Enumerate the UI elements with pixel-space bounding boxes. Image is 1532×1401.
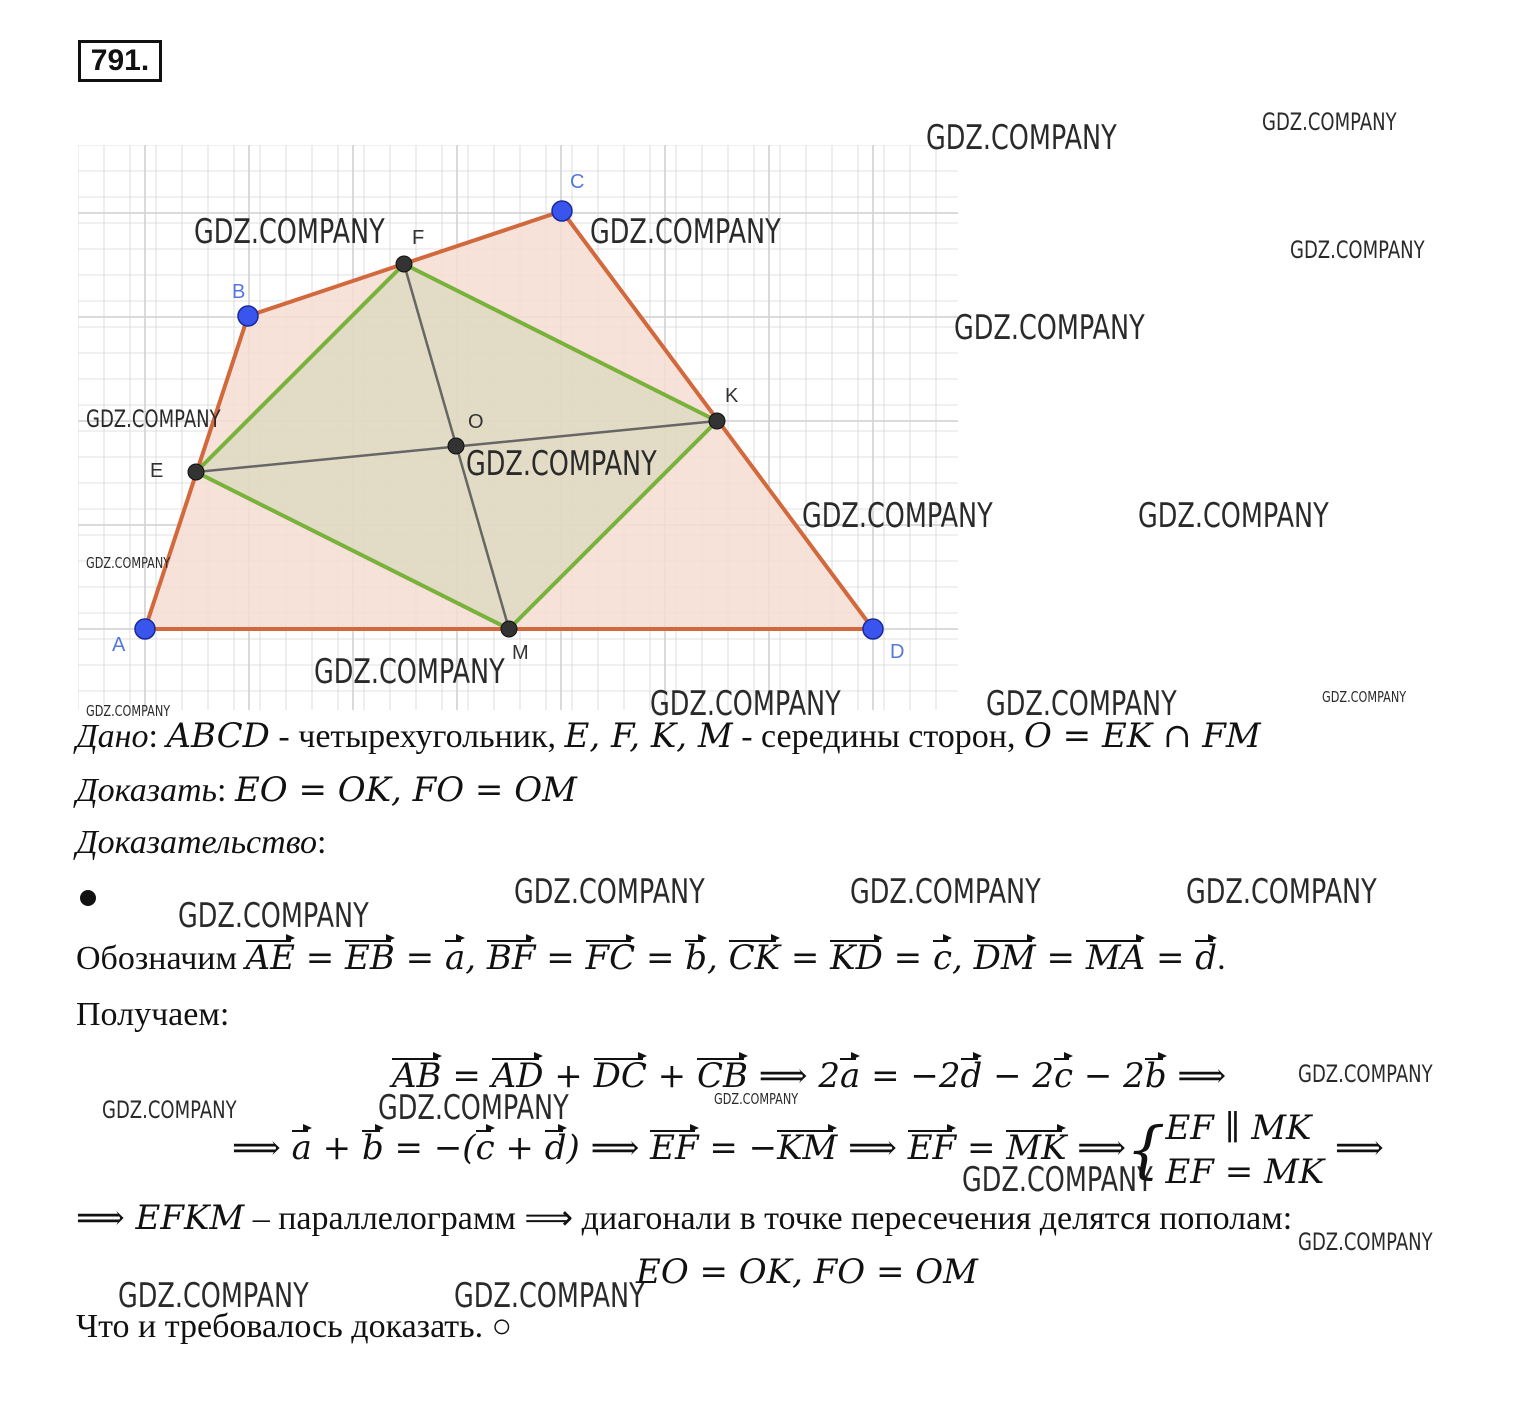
point-o [448, 438, 464, 454]
given-text-1: - четырехугольник, [269, 718, 565, 755]
given-prefix: Дано [76, 718, 149, 755]
label-c: C [570, 171, 585, 193]
qed-line: Что и требовалось доказать. ○ [76, 1308, 513, 1345]
watermark: GDZ.COMPANY [926, 118, 1117, 158]
given-text-2: - середины сторон, [732, 718, 1024, 755]
watermark: GDZ.COMPANY [962, 1160, 1153, 1200]
vector-ck: CK [728, 938, 781, 978]
point-b [238, 306, 258, 326]
watermark: GDZ.COMPANY [1290, 236, 1425, 264]
watermark: GDZ.COMPANY [1262, 108, 1397, 136]
point-m [501, 621, 517, 637]
notation-lead: Обозначим [76, 940, 246, 977]
vector-b: b [685, 938, 708, 978]
result-equation: EO = OK, FO = OM [636, 1252, 978, 1292]
notation-line: Обозначим AE = EB = a, BF = FC = b, CK = KD = c, DM = MA = d. [76, 938, 1226, 978]
obtain-label: Получаем: [76, 996, 230, 1033]
label-b: B [232, 281, 246, 303]
watermark: GDZ.COMPANY [314, 652, 505, 692]
prove-prefix: Доказать [76, 772, 217, 809]
prove-line: Доказать: EO = OK, FO = OM [76, 770, 577, 810]
watermark: GDZ.COMPANY [954, 308, 1145, 348]
watermark: GDZ.COMPANY [714, 1090, 799, 1108]
vector-kd: KD [830, 938, 883, 978]
watermark: GDZ.COMPANY [178, 896, 369, 936]
watermark: GDZ.COMPANY [802, 496, 993, 536]
proof-heading: Доказательство: [76, 824, 327, 861]
given-o-definition: O = EK ∩ FM [1024, 716, 1261, 756]
point-k [709, 413, 725, 429]
watermark: GDZ.COMPANY [86, 702, 171, 720]
given-line: Дано: ABCD - четырехугольник, E, F, K, M - середины сторон, O = EK ∩ FM [76, 716, 1261, 756]
conclusion-line: ⟹ EFKM – параллелограмм ⟹ диагонали в точке пересечения делятся пополам: [76, 1198, 1293, 1238]
watermark: GDZ.COMPANY [454, 1276, 645, 1316]
point-c [552, 201, 572, 221]
vector-dm: DM [973, 938, 1036, 978]
watermark: GDZ.COMPANY [650, 684, 841, 724]
label-e: E [150, 460, 164, 482]
watermark: GDZ.COMPANY [1298, 1060, 1433, 1088]
vector-fc: FC [585, 938, 636, 978]
vector-a: a [444, 938, 466, 978]
watermark: GDZ.COMPANY [194, 212, 385, 252]
point-e [188, 464, 204, 480]
label-k: K [725, 385, 739, 407]
vector-c: c [932, 938, 952, 978]
label-a: A [112, 634, 126, 656]
conclusion-text: – параллелограмм ⟹ диагонали в точке пересечения делятся пополам: [244, 1200, 1293, 1237]
vector-ma: MA [1085, 938, 1146, 978]
watermark: GDZ.COMPANY [850, 872, 1041, 912]
label-f: F [412, 227, 425, 249]
prove-statement: EO = OK, FO = OM [234, 770, 577, 810]
bullet [80, 890, 96, 906]
vector-bf: BF [486, 938, 536, 978]
watermark: GDZ.COMPANY [102, 1096, 237, 1124]
equation-line-1: AB = AD + DC + CB ⟹ 2a = −2d − 2c − 2b ⟹ [392, 1056, 1227, 1096]
watermark: GDZ.COMPANY [1298, 1228, 1433, 1256]
watermark: GDZ.COMPANY [86, 405, 221, 433]
label-d: D [890, 641, 905, 663]
watermark: GDZ.COMPANY [466, 444, 657, 484]
watermark: GDZ.COMPANY [118, 1276, 309, 1316]
watermark: GDZ.COMPANY [1322, 688, 1407, 706]
proof-label: Доказательство [76, 824, 318, 861]
problem-number: 791. [78, 40, 162, 82]
vector-ae: AE [245, 938, 295, 978]
given-points: E, F, K, M [564, 716, 733, 756]
watermark: GDZ.COMPANY [986, 684, 1177, 724]
vector-d: d [1195, 938, 1218, 978]
watermark: GDZ.COMPANY [514, 872, 705, 912]
watermark: GDZ.COMPANY [590, 212, 781, 252]
watermark: GDZ.COMPANY [86, 554, 171, 572]
label-o: O [468, 411, 484, 433]
given-quad: ABCD [166, 716, 270, 756]
watermark: GDZ.COMPANY [1138, 496, 1329, 536]
watermark: GDZ.COMPANY [378, 1088, 569, 1128]
watermark: GDZ.COMPANY [1186, 872, 1377, 912]
vector-eb: EB [345, 938, 395, 978]
point-a [135, 619, 155, 639]
point-d [863, 619, 883, 639]
equation-line-2: ⟹ a + b = −(c + d) ⟹ EF = −KM ⟹ EF = MK ⟹{EF ∥ MK EF = MK ⟹ [232, 1108, 1384, 1192]
label-m: M [512, 642, 529, 664]
point-f [396, 256, 412, 272]
